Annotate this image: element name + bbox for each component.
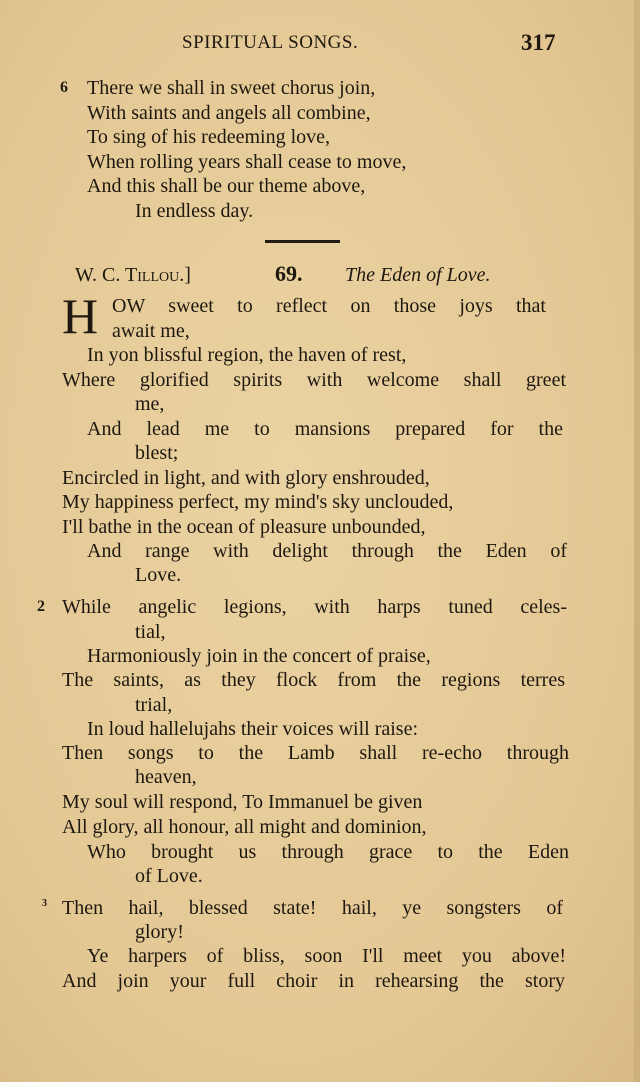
verse-line: of Love. — [135, 865, 203, 887]
verse-line: Encircled in light, and with glory enshrouded, — [62, 467, 430, 489]
verse-line: And lead me to mansions prepared for the — [87, 418, 563, 440]
hymn-author: W. C. Tillou.] — [75, 264, 191, 286]
verse-line: Then songs to the Lamb shall re-echo through — [62, 742, 569, 764]
verse-line: When rolling years shall cease to move, — [87, 151, 407, 173]
stanza-number: 6 — [60, 79, 68, 96]
hymn-number: 69. — [275, 261, 303, 286]
verse-line: In yon blissful region, the haven of rest, — [87, 344, 407, 366]
verse-line: Harmoniously join in the concert of praise, — [87, 645, 431, 667]
running-title: SPIRITUAL SONGS. — [182, 32, 359, 53]
section-divider — [265, 240, 340, 243]
verse-line: In endless day. — [135, 200, 254, 222]
verse-line: await me, — [112, 320, 190, 342]
verse-line: tial, — [135, 621, 166, 643]
verse-line: Love. — [135, 564, 182, 586]
verse-line: glory! — [135, 921, 184, 943]
verse-line: Who brought us through grace to the Eden — [87, 841, 569, 863]
page-edge — [634, 0, 640, 1082]
verse-line: There we shall in sweet chorus join, — [87, 77, 376, 99]
page-number: 317 — [521, 30, 556, 55]
verse-line: And join your full choir in rehearsing the story — [62, 970, 565, 992]
verse-line: While angelic legions, with harps tuned celes- — [62, 596, 567, 618]
verse-line: heaven, — [135, 766, 197, 788]
stanza-number: 2 — [37, 598, 45, 615]
hymn-title: The Eden of Love. — [345, 264, 491, 286]
verse-line: To sing of his redeeming love, — [87, 126, 330, 148]
verse-line: blest; — [135, 442, 179, 464]
verse-line: me, — [135, 393, 165, 415]
drop-cap: H — [62, 288, 99, 344]
verse-line: And range with delight through the Eden of — [87, 540, 567, 562]
verse-line: Where glorified spirits with welcome shall greet — [62, 369, 566, 391]
verse-line: The saints, as they flock from the regions terres — [62, 669, 565, 691]
verse-line: With saints and angels all combine, — [87, 102, 371, 124]
stanza-number: 3 — [42, 898, 47, 909]
verse-line: Then hail, blessed state! hail, ye songsters of — [62, 897, 563, 919]
verse-line: My happiness perfect, my mind's sky unclouded, — [62, 491, 454, 513]
verse-line: OW sweet to reflect on those joys that — [112, 295, 546, 317]
verse-line: In loud hallelujahs their voices will raise: — [87, 718, 419, 740]
verse-line: trial, — [135, 694, 173, 716]
verse-line: I'll bathe in the ocean of pleasure unbounded, — [62, 516, 426, 538]
verse-line: My soul will respond, To Immanuel be given — [62, 791, 423, 813]
verse-line: All glory, all honour, all might and dominion, — [62, 816, 427, 838]
verse-line: Ye harpers of bliss, soon I'll meet you above! — [87, 945, 566, 967]
verse-line: And this shall be our theme above, — [87, 175, 366, 197]
